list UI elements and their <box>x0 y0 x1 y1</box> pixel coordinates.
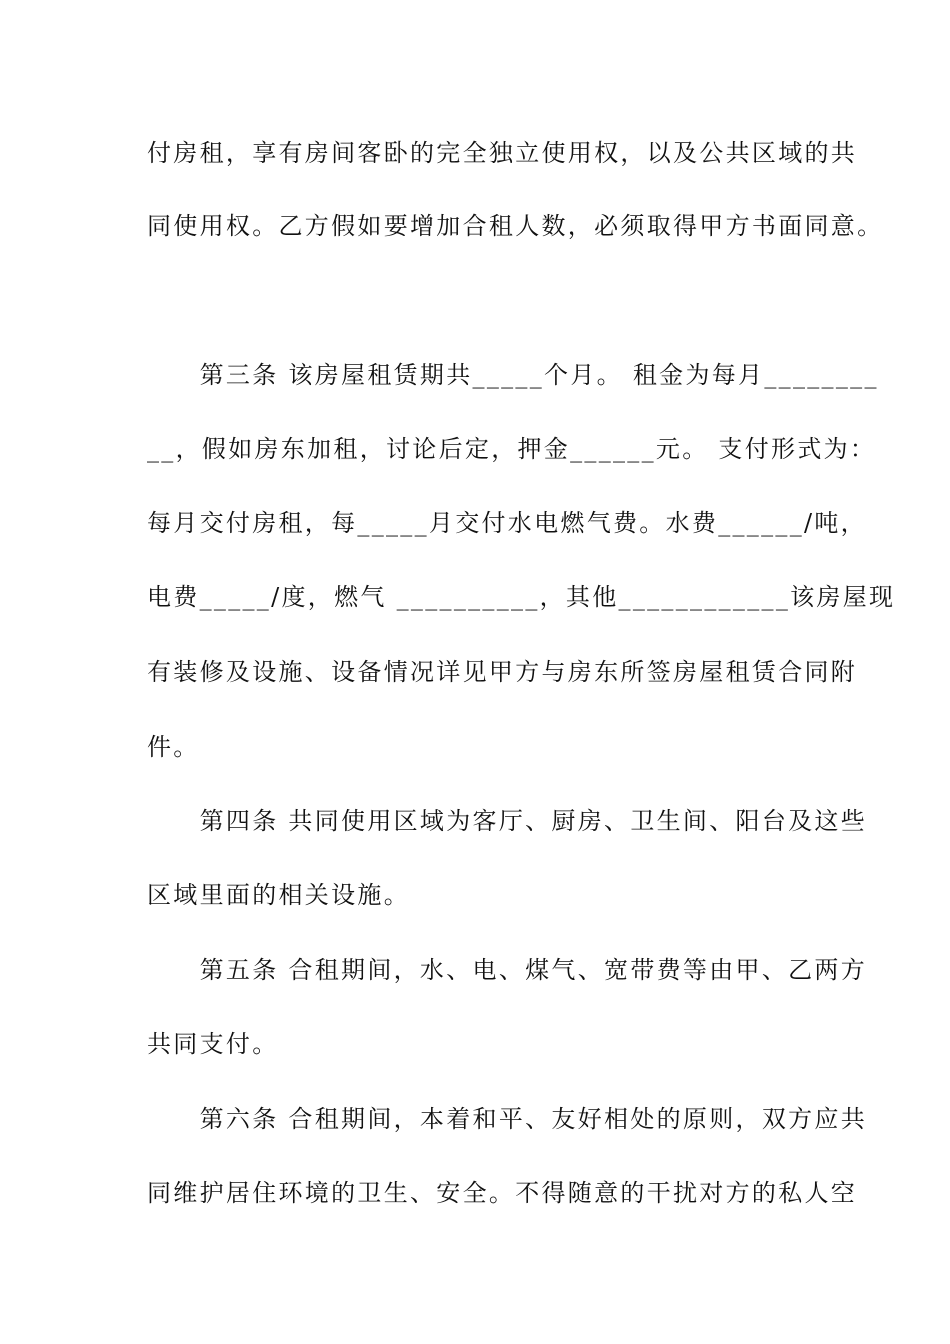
text-line: 同使用权。乙方假如要增加合租人数，必须取得甲方书面同意。 <box>147 212 884 240</box>
text-line: 电费_____/度，燃气 __________，其他____________该房屋现 <box>147 583 896 611</box>
text-line: 有装修及设施、设备情况详见甲方与房东所签房屋租赁合同附 <box>147 658 858 686</box>
text-line: 付房租，享有房间客卧的完全独立使用权，以及公共区域的共 <box>147 139 858 167</box>
text-line: 共同支付。 <box>147 1030 279 1058</box>
text-line: __，假如房东加租，讨论后定，押金______元。 支付形式为： <box>147 435 877 463</box>
text-line: 第六条 合租期间，本着和平、友好相处的原则，双方应共 <box>147 1105 868 1133</box>
text-line: 同维护居住环境的卫生、安全。不得随意的干扰对方的私人空 <box>147 1179 858 1207</box>
text-line: 第四条 共同使用区域为客厅、厨房、卫生间、阳台及这些 <box>147 807 868 835</box>
text-line: 第三条 该房屋租赁期共_____个月。 租金为每月________ <box>147 361 879 389</box>
text-line: 区域里面的相关设施。 <box>147 881 410 909</box>
text-line: 件。 <box>147 733 200 761</box>
text-line: 每月交付房租，每_____月交付水电燃气费。水费______/吨， <box>147 509 867 537</box>
text-line: 第五条 合租期间，水、电、煤气、宽带费等由甲、乙两方 <box>147 956 868 984</box>
